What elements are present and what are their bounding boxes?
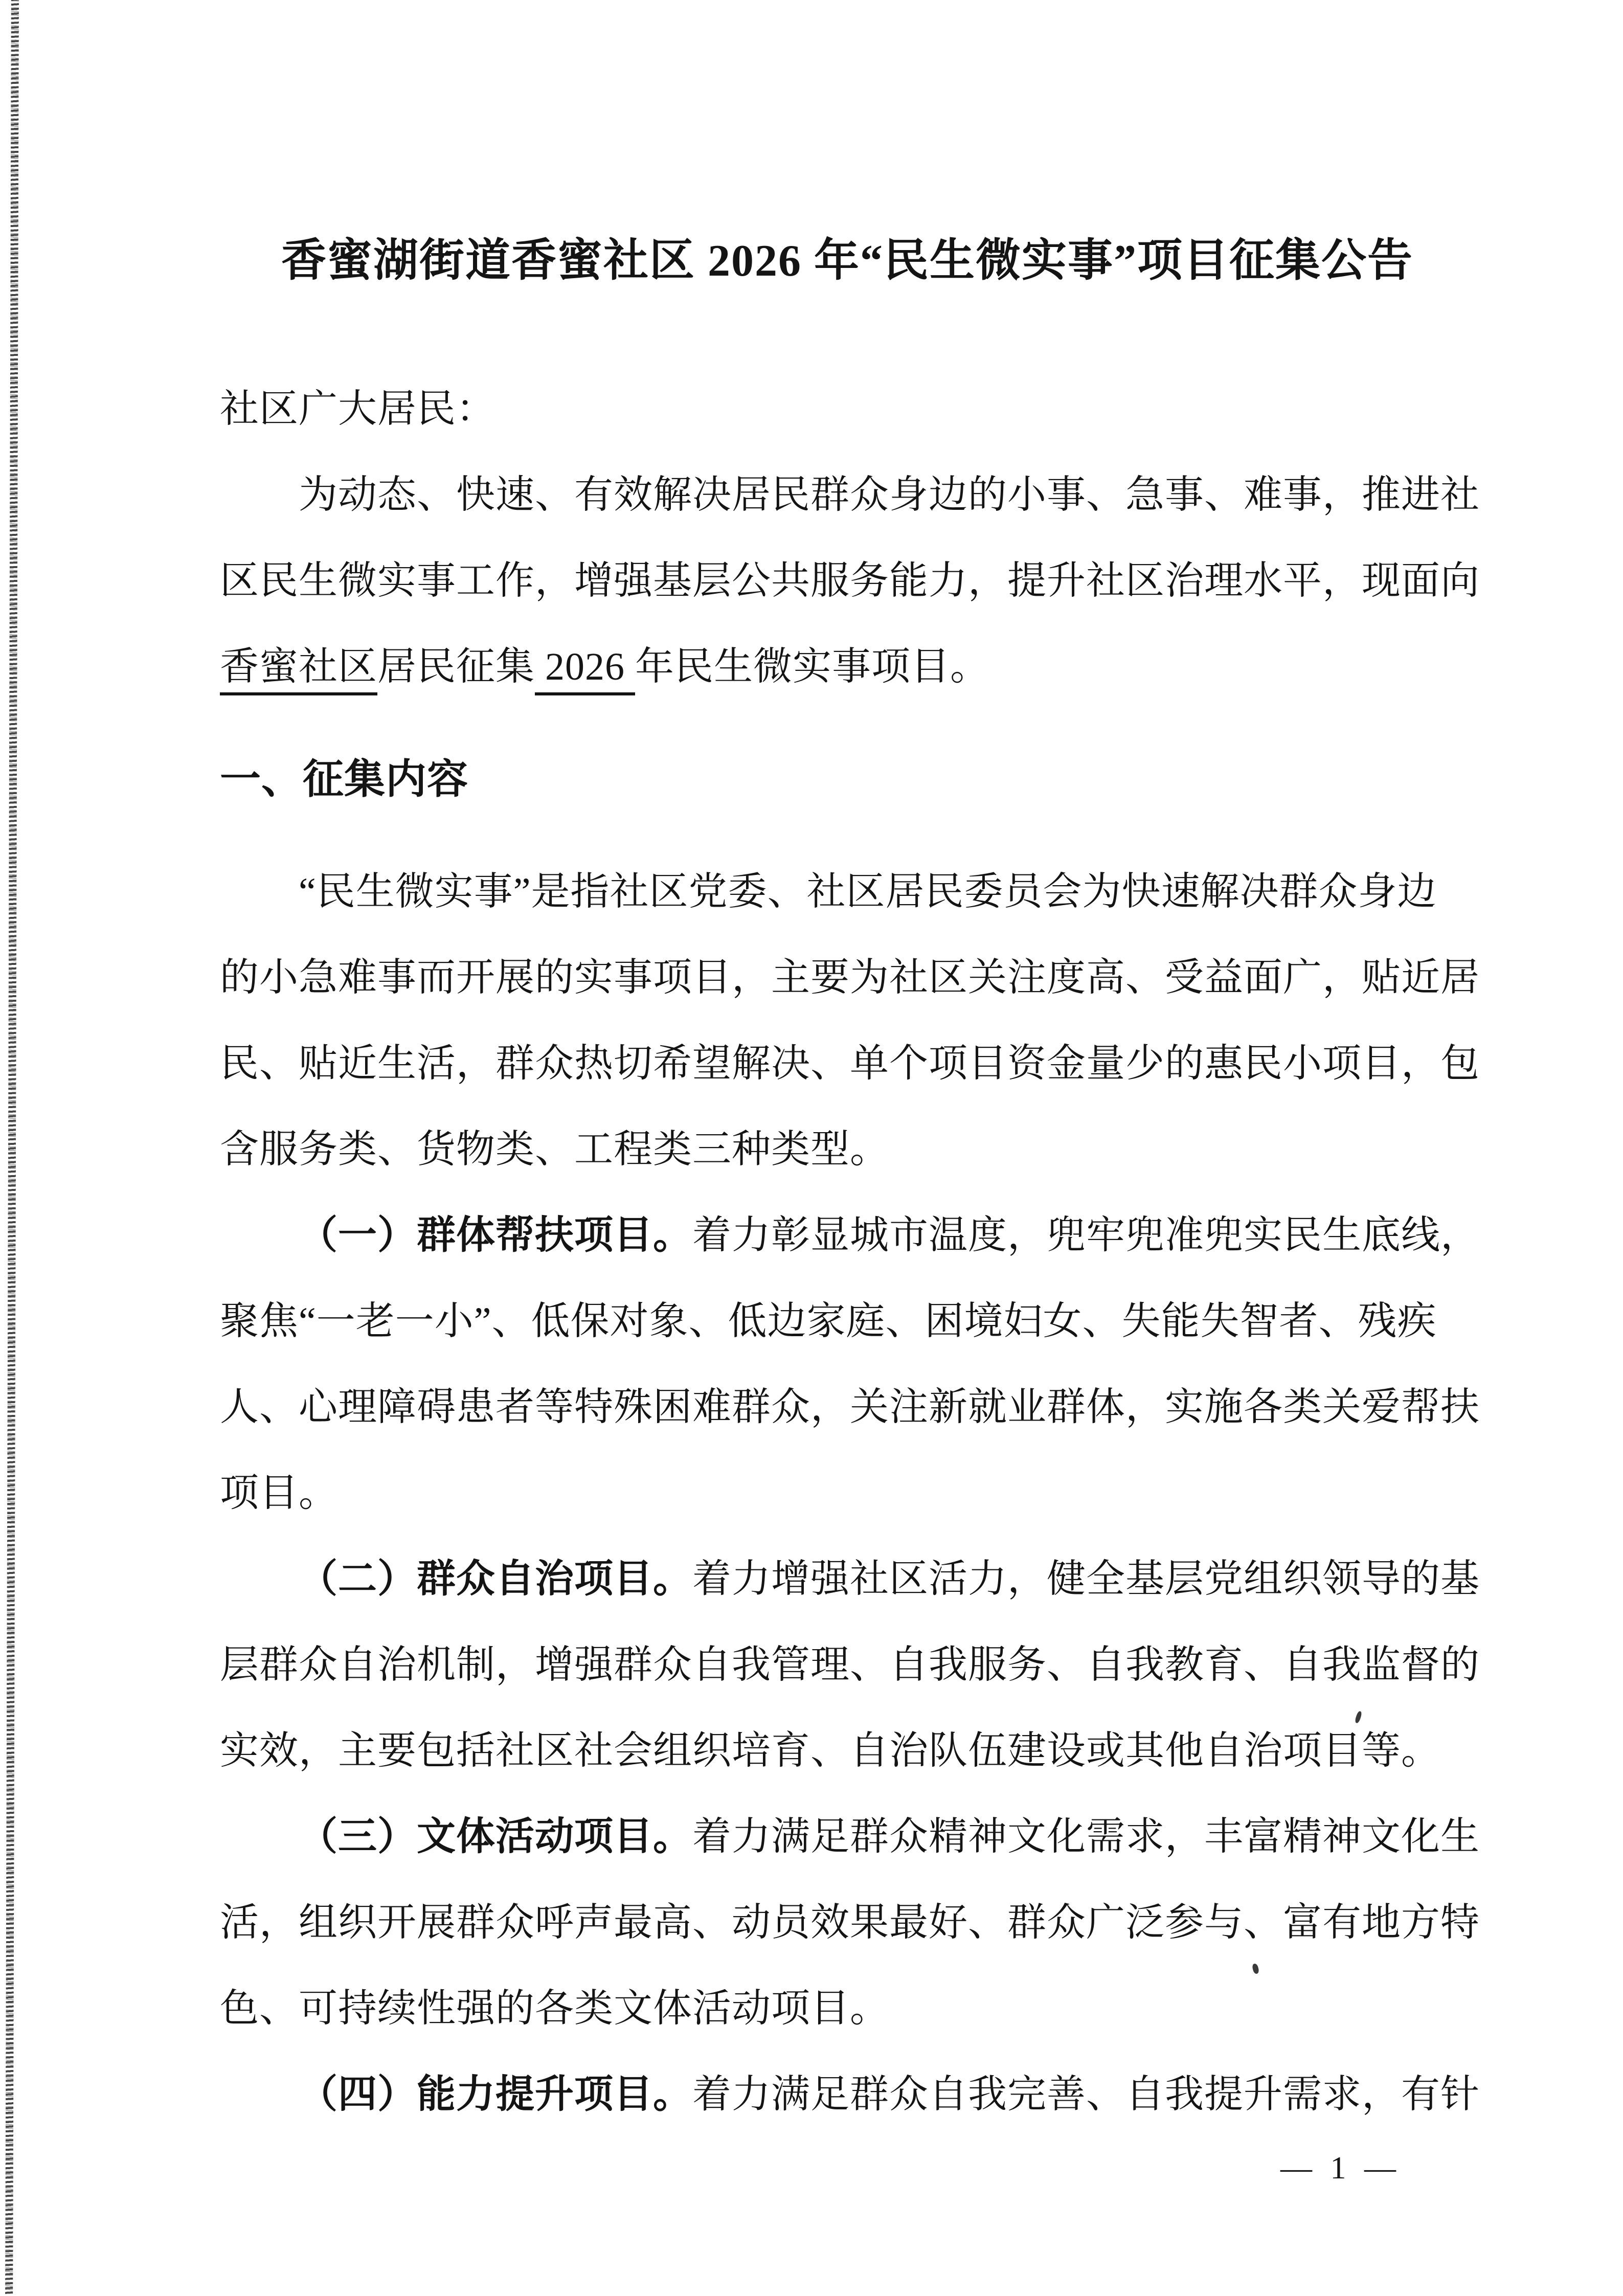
doc-title: 香蜜湖街道香蜜社区 2026 年“民生微实事”项目征集公告 [281,236,1413,286]
definition-line-4: 含服务类、货物类、工程类三种类型。 [220,1128,889,1171]
item-4-line-1 [220,2052,1480,2137]
underlined-year: 2026 [535,645,635,695]
item-3-lead: （三）文体活动项目。 [299,1815,692,1858]
item-3-line-2: 活，组织开展群众呼声最高、动员效果最好、群众广泛参与、富有地方特 [220,1901,1480,1944]
item-1-line-1 [220,1192,1480,1278]
intro-line-3-mid: 居民征集 [377,645,535,688]
item-3-rest: 着力满足群众精神文化需求，丰富精神文化生 [692,1815,1480,1858]
intro-line-3 [220,624,1475,710]
intro-line-1: 为动态、快速、有效解决居民群众身边的小事、急事、难事，推进社 [299,474,1480,516]
item-1-line-2: 聚焦“一老一小”、低保对象、低边家庭、困境妇女、失能失智者、残疾 [220,1300,1437,1343]
definition-line-1: “民生微实事”是指社区党委、社区居民委员会为快速解决群众身边 [299,870,1437,913]
underlined-community-name: 香蜜社区 [220,645,377,695]
item-2-line-3: 实效，主要包括社区社会组织培育、自治队伍建设或其他自治项目等。 [220,1729,1440,1772]
item-3-line-3: 色、可持续性强的各类文体活动项目。 [220,1987,889,2030]
item-2-rest: 着力增强社区活力，健全基层党组织领导的基 [692,1558,1480,1601]
item-2-line-2: 层群众自治机制，增强群众自我管理、自我服务、自我教育、自我监督的 [220,1644,1480,1686]
item-1-line-3: 人、心理障碍患者等特殊困难群众，关注新就业群体，实施各类关爱帮扶 [220,1386,1480,1429]
item-1-lead: （一）群体帮扶项目。 [299,1214,692,1257]
item-2-lead: （二）群众自治项目。 [299,1558,692,1601]
item-1-line-4: 项目。 [220,1472,338,1515]
item-2-line-1 [220,1536,1480,1622]
intro-line-3-tail: 年民生微实事项目。 [635,645,989,688]
salutation: 社区广大居民： [220,388,495,431]
item-3-line-1 [220,1794,1480,1880]
scan-edge-artifact [5,0,19,2296]
item-4-lead: （四）能力提升项目。 [299,2073,692,2116]
definition-line-2: 的小急难事而开展的实事项目，主要为社区关注度高、受益面广，贴近居 [220,956,1480,999]
document-body [220,230,1480,2137]
section-1-heading: 一、征集内容 [220,756,468,802]
definition-line-3: 民、贴近生活，群众热切希望解决、单个项目资金量少的惠民小项目，包 [220,1042,1480,1085]
page-number: — 1 — [1280,2151,1401,2186]
item-4-rest: 着力满足群众自我完善、自我提升需求，有针 [692,2073,1480,2116]
item-1-rest: 着力彰显城市温度，兜牢兜准兜实民生底线， [692,1214,1480,1257]
intro-line-2: 区民生微实事工作，增强基层公共服务能力，提升社区治理水平，现面向 [220,559,1480,602]
